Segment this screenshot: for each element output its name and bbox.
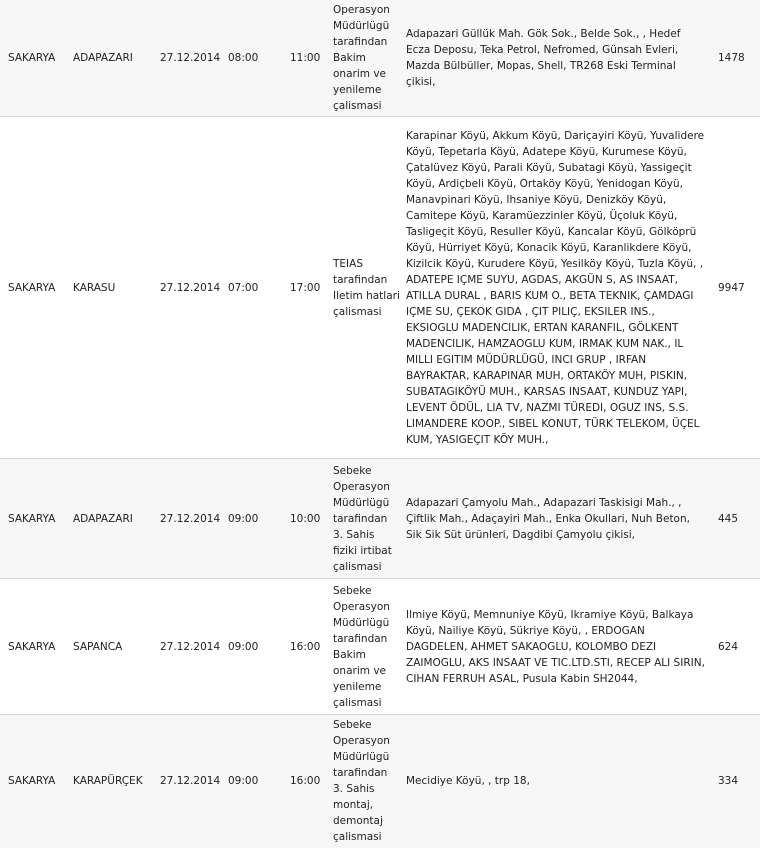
end-time-cell: 10:00: [290, 459, 332, 579]
city-cell: SAKARYA: [0, 117, 73, 459]
affected-count-cell: 445: [712, 459, 760, 579]
city-cell: SAKARYA: [0, 579, 73, 715]
end-time-cell: 16:00: [290, 579, 332, 715]
affected-count-cell: 624: [712, 579, 760, 715]
affected-areas-cell: Mecidiye Köyü, , trp 18,: [400, 715, 712, 848]
end-time-cell: 16:00: [290, 715, 332, 848]
district-cell: ADAPAZARI: [73, 459, 160, 579]
date-cell: 27.12.2014: [160, 117, 228, 459]
affected-areas-cell: Adapazari Çamyolu Mah., Adapazari Taskisigi Mah., , Çiftlik Mah., Adaçayiri Mah., Enka Okullari, Nuh Beton, Sik Sik Süt ürünleri, Dagdibi Çamyolu çikisi,: [400, 459, 712, 579]
start-time-cell: 08:00: [228, 0, 290, 117]
table-row: [0, 579, 760, 715]
table-row: [0, 0, 760, 117]
city-cell: SAKARYA: [0, 0, 73, 117]
start-time-cell: 09:00: [228, 715, 290, 848]
end-time-cell: 17:00: [290, 117, 332, 459]
affected-count-cell: 334: [712, 715, 760, 848]
table-row: [0, 117, 760, 459]
district-cell: SAPANCA: [73, 579, 160, 715]
table-row: [0, 715, 760, 848]
date-cell: 27.12.2014: [160, 579, 228, 715]
reason-cell: TEIAS tarafindan Iletim hatlari çalismasi: [332, 117, 400, 459]
district-cell: KARASU: [73, 117, 160, 459]
city-cell: SAKARYA: [0, 459, 73, 579]
reason-cell: Sebeke Operasyon Müdürlügü tarafindan Bakim onarim ve yenileme çalismasi: [332, 579, 400, 715]
date-cell: 27.12.2014: [160, 715, 228, 848]
reason-cell: Sebeke Operasyon Müdürlügü tarafindan 3. Sahis montaj, demontaj çalismasi: [332, 715, 400, 848]
district-cell: KARAPÜRÇEK: [73, 715, 160, 848]
affected-areas-cell: Ilmiye Köyü, Memnuniye Köyü, Ikramiye Köyü, Balkaya Köyü, Nailiye Köyü, Sükriye Köyü, , ERDOGAN DAGDELEN, AHMET SAKAOGLU, KOLOMBO DEZI ZAIMOGLU, AKS INSAAT VE TIC.LTD.STI, RECEP ALI SIRIN, CIHAN FERRUH ASAL, Pusula Kabin SH2044,: [400, 579, 712, 715]
date-cell: 27.12.2014: [160, 459, 228, 579]
district-cell: ADAPAZARI: [73, 0, 160, 117]
city-cell: SAKARYA: [0, 715, 73, 848]
reason-cell: Sebeke Operasyon Müdürlügü tarafindan 3. Sahis fiziki irtibat çalismasi: [332, 459, 400, 579]
date-cell: 27.12.2014: [160, 0, 228, 117]
affected-areas-cell: Adapazari Güllük Mah. Gök Sok., Belde Sok., , Hedef Ecza Deposu, Teka Petrol, Nefromed, Günsah Evleri, Mazda Bülbüller, Mopas, Shell, TR268 Eski Terminal çikisi,: [400, 0, 712, 117]
end-time-cell: 11:00: [290, 0, 332, 117]
table-row: [0, 459, 760, 579]
affected-count-cell: 9947: [712, 117, 760, 459]
start-time-cell: 07:00: [228, 117, 290, 459]
start-time-cell: 09:00: [228, 579, 290, 715]
affected-count-cell: 1478: [712, 0, 760, 117]
start-time-cell: 09:00: [228, 459, 290, 579]
reason-cell: Operasyon Müdürlügü tarafindan Bakim onarim ve yenileme çalismasi: [332, 0, 400, 117]
affected-areas-cell: Karapinar Köyü, Akkum Köyü, Dariçayiri Köyü, Yuvalidere Köyü, Tepetarla Köyü, Adatepe Köyü, Kurumese Köyü, Çatalüvez Köyü, Parali Köyü, Subatagi Köyü, Yassigeçit Köyü, Ardiçbeli Köyü, Ortaköy Köyü, Yenidogan Köyü, Manavpinari Köyü, Ihsaniye Köyü, Denizköy Köyü, Camitepe Köyü, Karamüezzinler Köyü, Üçoluk Köyü, Tasligeçit Köyü, Resuller Köyü, Kancalar Köyü, Gölköprü Köyü, Hürriyet Köyü, Konacik Köyü, Karanlikdere Köyü, Kizilcik Köyü, Kurudere Köyü, Yesilköy Köyü, Tuzla Köyü, , ADATEPE IÇME SUYU, AGDAS, AKGÜN S, AS INSAAT, ATILLA DURAL , BARIS KUM O., BETA TEKNIK, ÇAMDAGI IÇME SU, ÇEKOK GIDA , ÇIT PILIÇ, EKSILER INS., EKSIOGLU MADENCILIK, ERTAN KARANFIL, GÖLKENT MADENCILIK, HAMZAOGLU KUM, IRMAK KUM NAK., IL MILLI EGITIM MÜDÜRLÜGÜ, INCI GRUP , IRFAN BAYRAKTAR, KARAPINAR MUH, ORTAKÖY MUH, PISKIN, SUBATAGIKÖYÜ MUH., KARSAS INSAAT, KUNDUZ YAPI, LEVENT ÖDÜL, LIA TV, NAZMI TÜREDI, OGUZ INS, S.S. LIMANDERE KOOP., SIBEL KONUT, TÜRK TELEKOM, ÜÇEL KUM, YASIGEÇIT KÖY MUH.,: [400, 117, 712, 459]
